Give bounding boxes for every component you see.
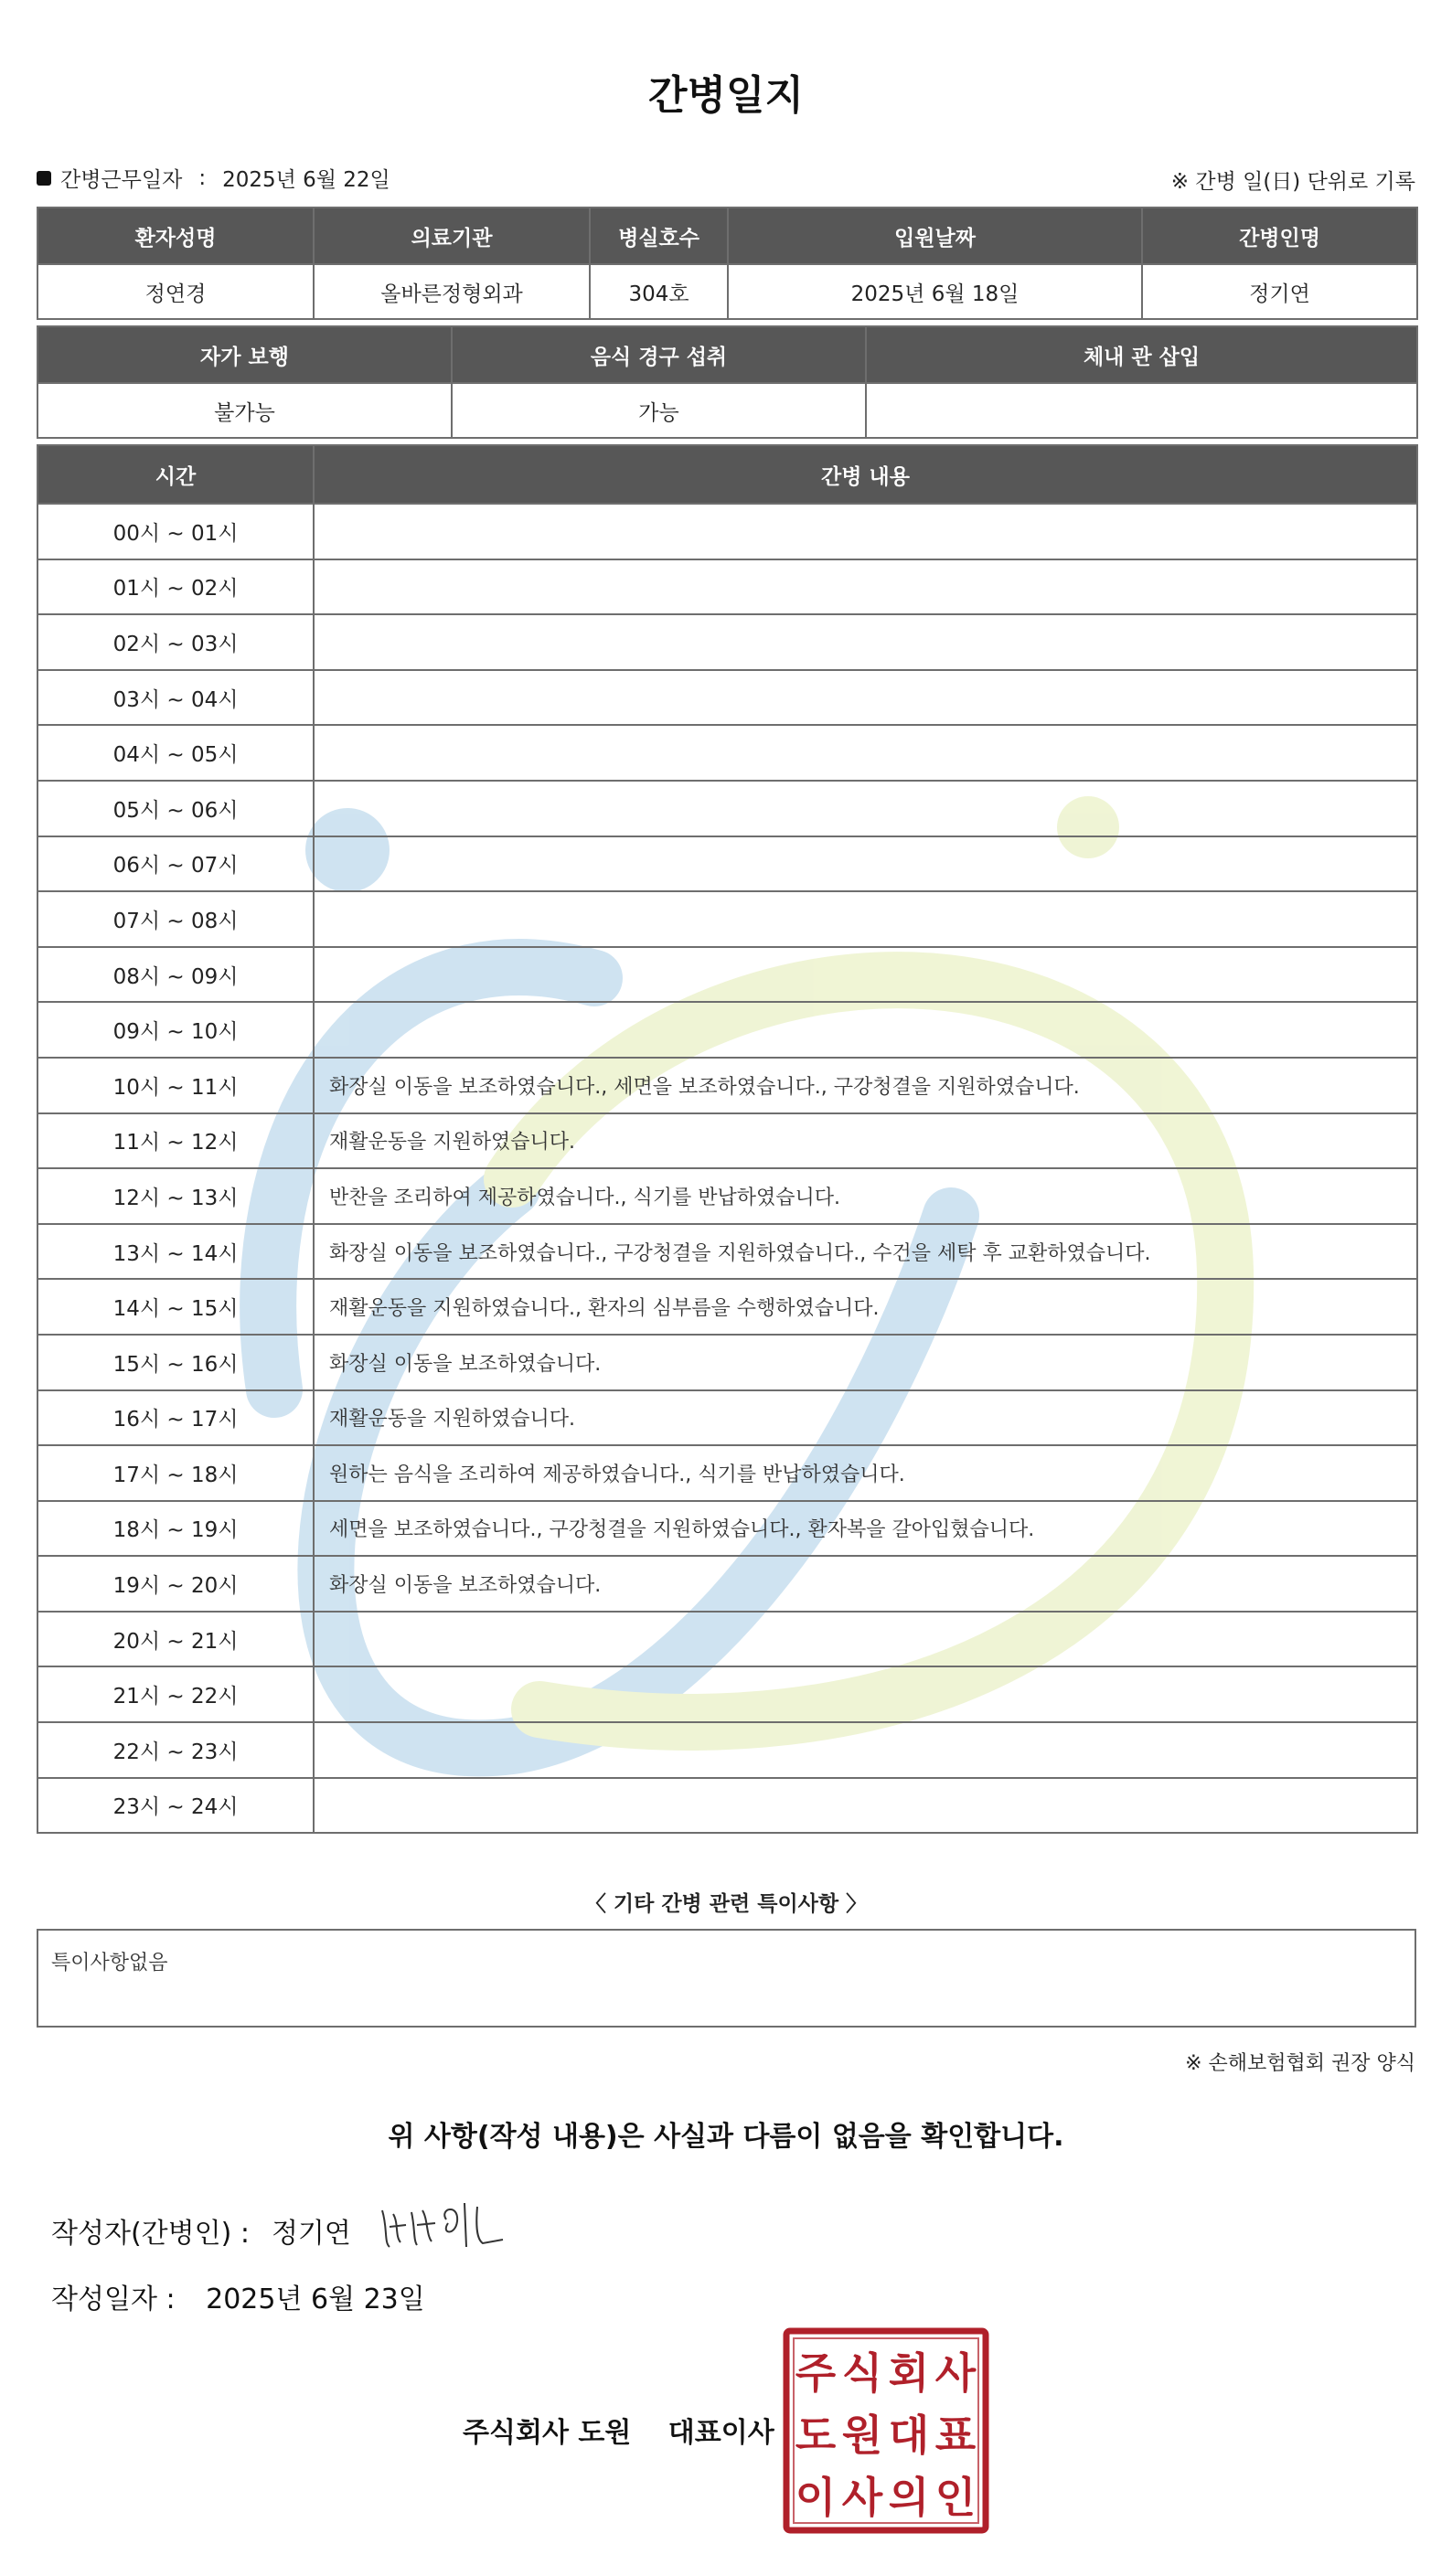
notes-heading: 〈 기타 간병 관련 특이사항 〉 [584,1892,868,1916]
time-slot: 20시 ~ 21시 [37,1612,314,1667]
table-row [37,614,1417,670]
form-note: ※ 손해보험협회 권장 양식 [1185,2052,1415,2075]
header-patient-name: 환자성명 [37,208,314,264]
care-content: 재활운동을 지원하였습니다., 환자의 심부름을 수행하였습니다. [314,1279,1417,1335]
care-content [314,891,1417,947]
care-content [314,614,1417,670]
company-name: 주식회사 도원 [463,2417,632,2449]
author-label: 작성자(간병인) : [51,2218,250,2250]
table-row [37,891,1417,947]
author-name: 정기연 [271,2218,351,2250]
care-content [314,1722,1417,1778]
seal-glyph: 대 [888,2411,930,2460]
room-number: 304호 [590,264,728,319]
care-content: 화장실 이동을 보조하였습니다., 구강청결을 지원하였습니다., 수건을 세탁 후 교환하였습니다. [314,1224,1417,1280]
admission-date: 2025년 6월 18일 [728,264,1142,319]
care-content [314,725,1417,781]
seal-glyph: 원 [841,2411,883,2460]
work-date-label: 간병근무일자 [60,168,183,192]
notes-text: 특이사항없음 [51,1952,168,1975]
time-slot: 14시 ~ 15시 [37,1279,314,1335]
notes-box [37,1929,1416,2028]
written-date-value: 2025년 6월 23일 [206,2283,425,2315]
care-content [314,670,1417,726]
time-slot: 21시 ~ 22시 [37,1666,314,1722]
time-slot: 05시 ~ 06시 [37,781,314,836]
table-row [37,725,1417,781]
care-content: 반찬을 조리하여 제공하였습니다., 식기를 반납하였습니다. [314,1168,1417,1224]
patient-status-table [37,325,1418,439]
seal-glyph: 회 [888,2348,930,2398]
time-slot: 10시 ~ 11시 [37,1058,314,1113]
table-row [37,781,1417,836]
time-slot: 03시 ~ 04시 [37,670,314,726]
care-content: 재활운동을 지원하였습니다. [314,1113,1417,1169]
table-row [37,1279,1417,1335]
time-slot: 18시 ~ 19시 [37,1501,314,1557]
confirmation-statement: 위 사항(작성 내용)은 사실과 다름이 없음을 확인합니다. [388,2121,1064,2153]
care-content [314,559,1417,615]
table-row [37,1666,1417,1722]
header-care-content: 간병 내용 [314,445,1417,504]
time-slot: 08시 ~ 09시 [37,947,314,1003]
time-slot: 12시 ~ 13시 [37,1168,314,1224]
table-row [37,1058,1417,1113]
square-bullet-icon [37,171,51,186]
care-content: 재활운동을 지원하였습니다. [314,1390,1417,1446]
time-slot: 11시 ~ 12시 [37,1113,314,1169]
work-date-value: 2025년 6월 22일 [222,168,390,192]
time-slot: 16시 ~ 17시 [37,1390,314,1446]
time-slot: 04시 ~ 05시 [37,725,314,781]
header-tube: 체내 관 삽입 [866,326,1417,383]
company-seal-stamp [783,2327,989,2534]
seal-glyph: 주 [795,2348,837,2398]
time-slot: 19시 ~ 20시 [37,1556,314,1612]
time-slot: 23시 ~ 24시 [37,1778,314,1834]
representative-title: 대표이사 [667,2417,774,2449]
time-slot: 13시 ~ 14시 [37,1224,314,1280]
care-content: 화장실 이동을 보조하였습니다., 세면을 보조하였습니다., 구강청결을 지원하였습니다. [314,1058,1417,1113]
seal-glyph: 사 [934,2348,977,2398]
table-row [37,1335,1417,1390]
seal-glyph: 표 [934,2411,977,2460]
care-content [314,1666,1417,1722]
table-row [37,1778,1417,1834]
table-row [37,1224,1417,1280]
table-row [37,1445,1417,1501]
care-content [314,1002,1417,1058]
care-content [314,1612,1417,1667]
written-date-label: 작성일자 : [51,2283,176,2315]
table-row [37,1390,1417,1446]
hospital-name: 올바른정형외과 [314,264,590,319]
table-row [37,1722,1417,1778]
care-content: 화장실 이동을 보조하였습니다. [314,1556,1417,1612]
written-date-line [51,2276,425,2316]
care-content: 화장실 이동을 보조하였습니다. [314,1335,1417,1390]
seal-glyph: 도 [795,2411,837,2460]
header-hospital: 의료기관 [314,208,590,264]
header-room: 병실호수 [590,208,728,264]
table-row [37,1002,1417,1058]
care-content [314,836,1417,892]
care-content [314,947,1417,1003]
time-slot: 09시 ~ 10시 [37,1002,314,1058]
care-content [314,1778,1417,1834]
patient-info-table [37,207,1418,320]
header-walking: 자가 보행 [37,326,452,383]
oral-intake-status: 가능 [452,383,866,438]
seal-glyph: 이 [795,2473,837,2522]
seal-glyph: 인 [934,2473,977,2522]
time-slot: 07시 ~ 08시 [37,891,314,947]
time-slot: 22시 ~ 23시 [37,1722,314,1778]
care-content [314,781,1417,836]
table-row [37,1168,1417,1224]
table-row [37,559,1417,615]
header-admission-date: 입원날짜 [728,208,1142,264]
table-row [37,1501,1417,1557]
author-line [51,2210,351,2251]
tube-status [866,383,1417,438]
table-row [37,670,1417,726]
seal-glyph: 의 [888,2473,930,2522]
patient-name: 정연경 [37,264,314,319]
company-line [463,2410,774,2450]
time-slot: 02시 ~ 03시 [37,614,314,670]
work-date-separator: : [198,165,207,190]
table-row [37,1113,1417,1169]
header-time: 시간 [37,445,314,504]
header-caregiver-name: 간병인명 [1142,208,1417,264]
table-row [37,836,1417,892]
care-log-table [37,444,1418,1834]
seal-glyph: 사 [841,2473,883,2522]
time-slot: 00시 ~ 01시 [37,504,314,559]
time-slot: 01시 ~ 02시 [37,559,314,615]
time-slot: 06시 ~ 07시 [37,836,314,892]
table-row [37,1556,1417,1612]
seal-glyph: 식 [841,2348,883,2398]
walking-status: 불가능 [37,383,452,438]
page-title: 간병일지 [647,72,804,119]
table-row [37,1612,1417,1667]
care-content [314,504,1417,559]
care-content: 원하는 음식을 조리하여 제공하였습니다., 식기를 반납하였습니다. [314,1445,1417,1501]
time-slot: 17시 ~ 18시 [37,1445,314,1501]
table-row [37,947,1417,1003]
header-oral-intake: 음식 경구 섭취 [452,326,866,383]
table-row [37,504,1417,559]
caregiver-name: 정기연 [1142,264,1417,319]
unit-note: ※ 간병 일(日) 단위로 기록 [1170,170,1415,194]
work-date-line [37,163,390,193]
handwritten-signature [375,2192,512,2256]
care-content: 세면을 보조하였습니다., 구강청결을 지원하였습니다., 환자복을 갈아입혔습니다. [314,1501,1417,1557]
time-slot: 15시 ~ 16시 [37,1335,314,1390]
